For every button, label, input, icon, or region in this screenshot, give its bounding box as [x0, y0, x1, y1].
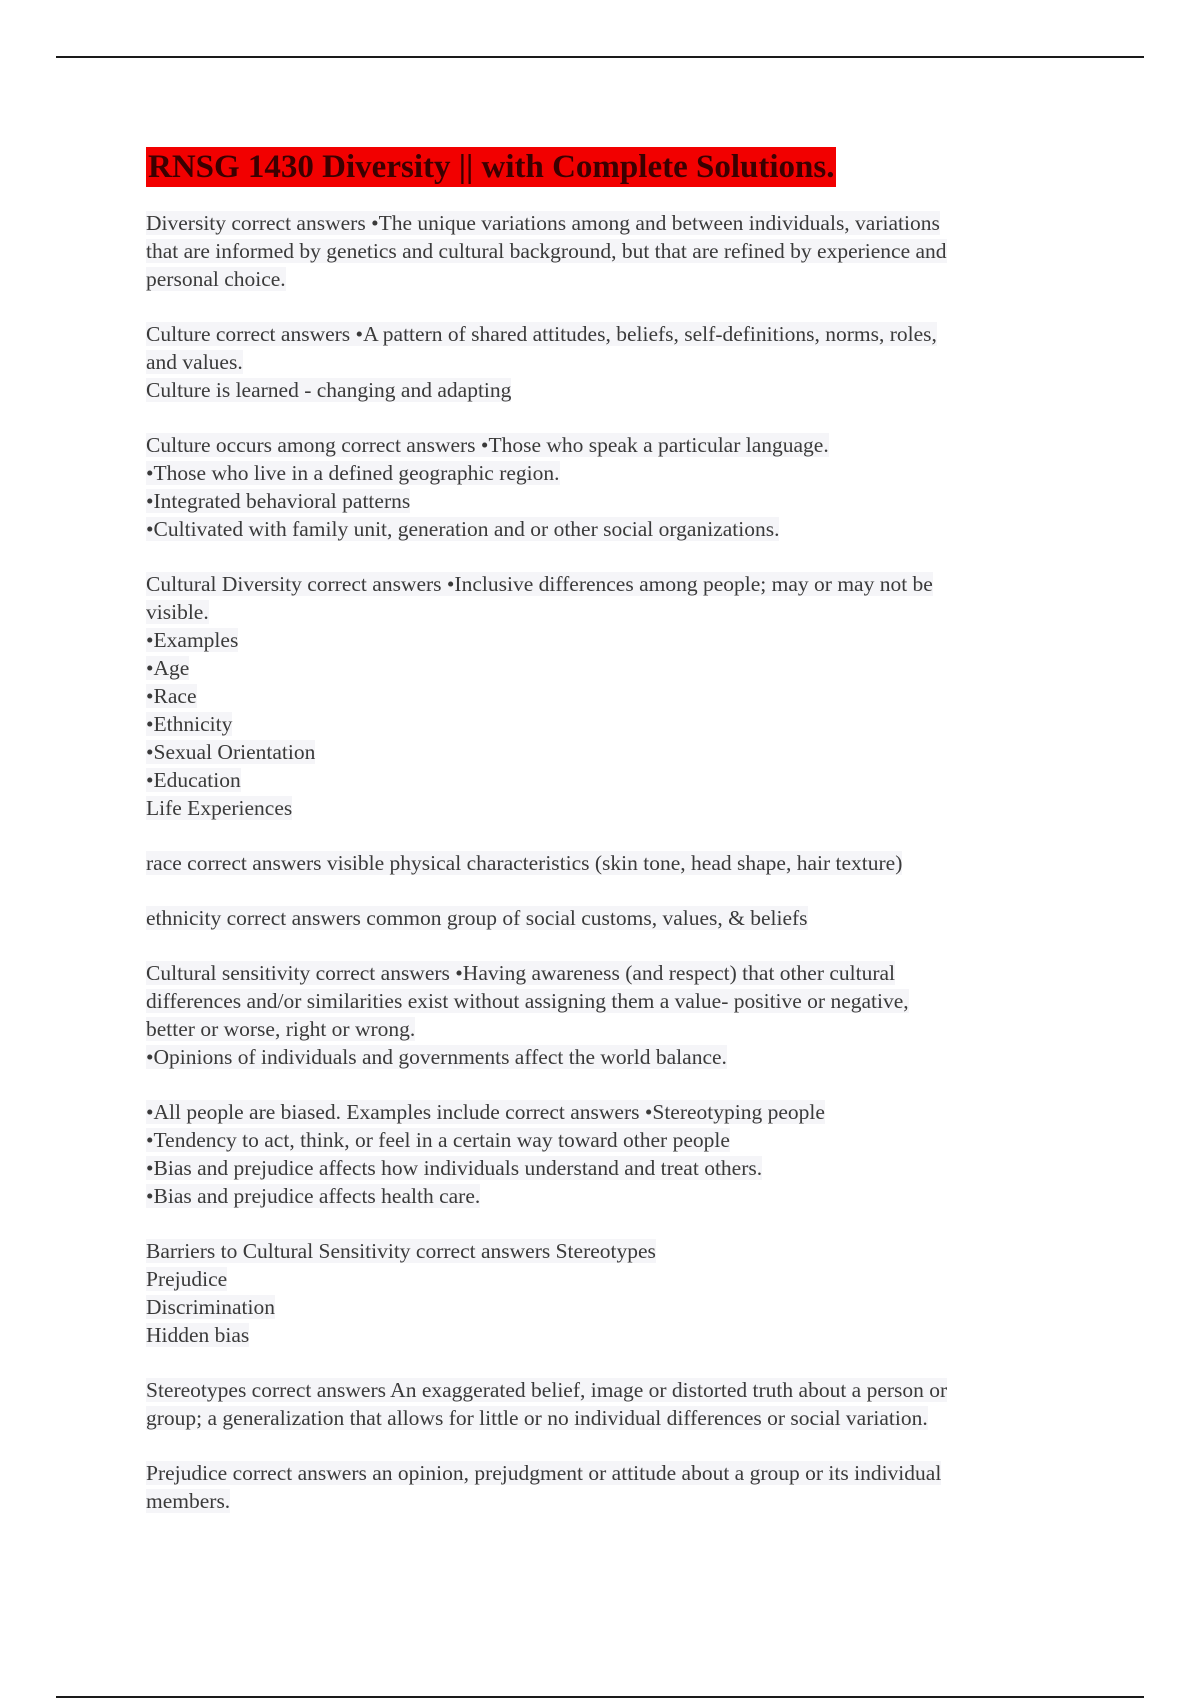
qa-entry [146, 570, 1066, 822]
entry-line-text: •Ethnicity [146, 712, 233, 736]
entry-line-text: •Integrated behavioral patterns [146, 489, 411, 513]
entry-line-text: personal choice. [146, 267, 286, 291]
entry-line [146, 487, 1066, 515]
qa-entry [146, 1098, 1066, 1210]
entry-line [146, 959, 1066, 987]
entry-line-text: and values. [146, 350, 243, 374]
entry-line-text: Life Experiences [146, 796, 293, 820]
qa-entry [146, 904, 1066, 932]
entry-line [146, 710, 1066, 738]
entry-line-text: Culture correct answers •A pattern of shared attitudes, beliefs, self-definitions, norms, roles, [146, 322, 937, 346]
qa-entry [146, 431, 1066, 543]
entry-line [146, 1376, 1066, 1404]
entry-line-text: Cultural Diversity correct answers •Inclusive differences among people; may or may not be [146, 572, 933, 596]
entry-line [146, 570, 1066, 598]
entry-line [146, 1182, 1066, 1210]
entry-line-text: better or worse, right or wrong. [146, 1017, 416, 1041]
qa-entry [146, 849, 1066, 877]
entry-line-text: Cultural sensitivity correct answers •Having awareness (and respect) that other cultural [146, 961, 896, 985]
entry-line [146, 1043, 1066, 1071]
entry-line [146, 794, 1066, 822]
entry-line [146, 1487, 1066, 1515]
entry-line [146, 904, 1066, 932]
entry-line [146, 1293, 1066, 1321]
entry-line [146, 237, 1066, 265]
entry-line [146, 209, 1066, 237]
entry-line-text: that are informed by genetics and cultural background, but that are refined by experience and [146, 239, 947, 263]
entry-line-text: •Race [146, 684, 197, 708]
entry-line [146, 1459, 1066, 1487]
entry-line [146, 1404, 1066, 1432]
qa-entry [146, 1237, 1066, 1349]
entry-line-text: Diversity correct answers •The unique variations among and between individuals, variations [146, 211, 940, 235]
entry-line-text: race correct answers visible physical characteristics (skin tone, head shape, hair texture) [146, 851, 903, 875]
top-rule [56, 56, 1144, 58]
entry-line-text: Prejudice correct answers an opinion, prejudgment or attitude about a group or its individual [146, 1461, 942, 1485]
entry-line-text: Stereotypes correct answers An exaggerated belief, image or distorted truth about a person or [146, 1378, 948, 1402]
qa-entry [146, 1376, 1066, 1432]
title-block [146, 147, 1066, 187]
entry-line-text: visible. [146, 600, 209, 624]
entry-line-text: Culture is learned - changing and adapting [146, 378, 512, 402]
entry-line [146, 459, 1066, 487]
entry-line-text: group; a generalization that allows for little or no individual differences or social variation. [146, 1406, 928, 1430]
entry-line [146, 626, 1066, 654]
entry-line [146, 431, 1066, 459]
qa-entry [146, 959, 1066, 1071]
entry-line [146, 515, 1066, 543]
entry-line-text: •Education [146, 768, 241, 792]
entry-line-text: •Examples [146, 628, 239, 652]
entry-line-text: Culture occurs among correct answers •Those who speak a particular language. [146, 433, 829, 457]
entry-line-text: Hidden bias [146, 1323, 250, 1347]
document-title: RNSG 1430 Diversity || with Complete Solutions. [148, 149, 835, 185]
qa-entry [146, 1459, 1066, 1515]
entry-line-text: •Bias and prejudice affects how individuals understand and treat others. [146, 1156, 763, 1180]
entry-line [146, 1265, 1066, 1293]
entry-line [146, 682, 1066, 710]
entry-line [146, 598, 1066, 626]
entry-line [146, 348, 1066, 376]
entry-line [146, 320, 1066, 348]
entry-line [146, 987, 1066, 1015]
entry-line [146, 1321, 1066, 1349]
entry-line-text: •Sexual Orientation [146, 740, 316, 764]
entry-line [146, 738, 1066, 766]
entry-line [146, 849, 1066, 877]
entry-line [146, 376, 1066, 404]
entry-line-text: members. [146, 1489, 231, 1513]
entry-line [146, 1126, 1066, 1154]
entry-line [146, 265, 1066, 293]
qa-entry [146, 320, 1066, 404]
entry-line-text: ethnicity correct answers common group of social customs, values, & beliefs [146, 906, 808, 930]
entry-line-text: Prejudice [146, 1267, 228, 1291]
entry-line-text: •Cultivated with family unit, generation and or other social organizations. [146, 517, 780, 541]
entry-line-text: •Age [146, 656, 190, 680]
entry-line [146, 1098, 1066, 1126]
bottom-rule [56, 1696, 1144, 1698]
document-body [146, 147, 1066, 1542]
entry-line-text: Discrimination [146, 1295, 275, 1319]
entry-line [146, 654, 1066, 682]
entries-list [146, 209, 1066, 1515]
entry-line [146, 1154, 1066, 1182]
entry-line-text: •Those who live in a defined geographic region. [146, 461, 560, 485]
entry-line-text: •Bias and prejudice affects health care. [146, 1184, 481, 1208]
entry-line [146, 1015, 1066, 1043]
entry-line-text: •Opinions of individuals and governments affect the world balance. [146, 1045, 727, 1069]
entry-line-text: Barriers to Cultural Sensitivity correct answers Stereotypes [146, 1239, 656, 1263]
entry-line [146, 766, 1066, 794]
qa-entry [146, 209, 1066, 293]
entry-line-text: differences and/or similarities exist without assigning them a value- positive or negative, [146, 989, 909, 1013]
entry-line [146, 1237, 1066, 1265]
entry-line-text: •Tendency to act, think, or feel in a certain way toward other people [146, 1128, 730, 1152]
entry-line-text: •All people are biased. Examples include correct answers •Stereotyping people [146, 1100, 825, 1124]
